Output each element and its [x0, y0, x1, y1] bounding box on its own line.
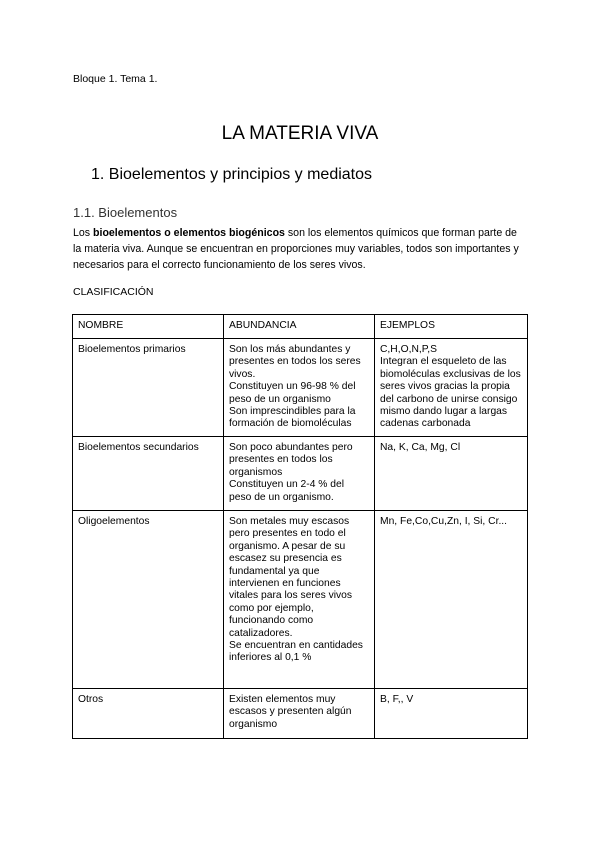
cell-nombre: Oligoelementos: [73, 511, 224, 689]
table-row: [73, 689, 528, 739]
ejemplos-line: Mn, Fe,Co,Cu,Zn, I, Si, Cr...: [380, 516, 508, 527]
cell-abundancia: [224, 437, 375, 511]
cell-abundancia: [224, 511, 375, 689]
table-header-row: [73, 315, 528, 339]
cell-abundancia: [224, 339, 375, 437]
section-heading: 1. Bioelementos y principios y mediatos: [91, 166, 373, 183]
cell-nombre: Otros: [73, 689, 224, 739]
cell-abundancia: [224, 689, 375, 739]
subsection-heading: 1.1. Bioelementos: [73, 205, 178, 220]
abundancia-line: Son imprescindibles para la formación de biomoléculas: [229, 406, 356, 430]
classification-table: [72, 314, 528, 739]
ejemplos-line: C,H,O,N,P,S: [380, 344, 438, 355]
abundancia-line: Son metales muy escasos pero presentes en todo el organismo. A pesar de su escasez su presencia es fundamental ya que intervienen en funciones vitales para los seres vivos como por ejemplo, funcionando como catalizadores.: [229, 516, 353, 639]
intro-paragraph: [73, 225, 528, 273]
cell-nombre: Bioelementos primarios: [73, 339, 224, 437]
header-abundancia: ABUNDANCIA: [224, 315, 375, 339]
abundancia-line: Existen elementos muy escasos y presenten algún organismo: [229, 694, 352, 730]
table-row: [73, 339, 528, 437]
page-header: Bloque 1. Tema 1.: [73, 73, 158, 85]
table-row: [73, 511, 528, 689]
abundancia-line: Son los más abundantes y presentes en todos los seres vivos.: [229, 344, 361, 380]
cell-nombre: Bioelementos secundarios: [73, 437, 224, 511]
cell-ejemplos: [375, 689, 528, 739]
cell-ejemplos: [375, 339, 528, 437]
abundancia-line: Constituyen un 2-4 % del peso de un organismo.: [229, 479, 345, 503]
header-ejemplos: EJEMPLOS: [375, 315, 528, 339]
cell-ejemplos: [375, 437, 528, 511]
page-title: LA MATERIA VIVA: [221, 123, 379, 144]
cell-ejemplos: [375, 511, 528, 689]
ejemplos-line: B, F,, V: [380, 694, 414, 705]
abundancia-line: Son poco abundantes pero presentes en todos los organismos: [229, 442, 353, 478]
clasificacion-label: CLASIFICACIÓN: [73, 286, 154, 298]
intro-prefix: Los: [73, 227, 94, 239]
abundancia-line: Se encuentran en cantidades inferiores al 0,1 %: [229, 640, 363, 664]
ejemplos-line: Integran el esqueleto de las biomoléculas exclusivas de los seres vivos gracias la propia del carbono de unirse consigo mismo dando lugar a largas cadenas carbonada: [380, 356, 521, 430]
intro-rest: son los elementos químicos que forman parte de la materia viva. Aunque se encuentran en proporciones muy variables, todos son importantes y necesarios para el correcto funcionamiento de los seres vivos.: [73, 227, 519, 271]
header-nombre: NOMBRE: [73, 315, 224, 339]
ejemplos-line: Na, K, Ca, Mg, Cl: [380, 442, 461, 453]
abundancia-line: Constituyen un 96-98 % del peso de un organismo: [229, 381, 356, 405]
intro-bold-term: bioelementos o elementos biogénicos: [93, 227, 285, 239]
table-row: [73, 437, 528, 511]
